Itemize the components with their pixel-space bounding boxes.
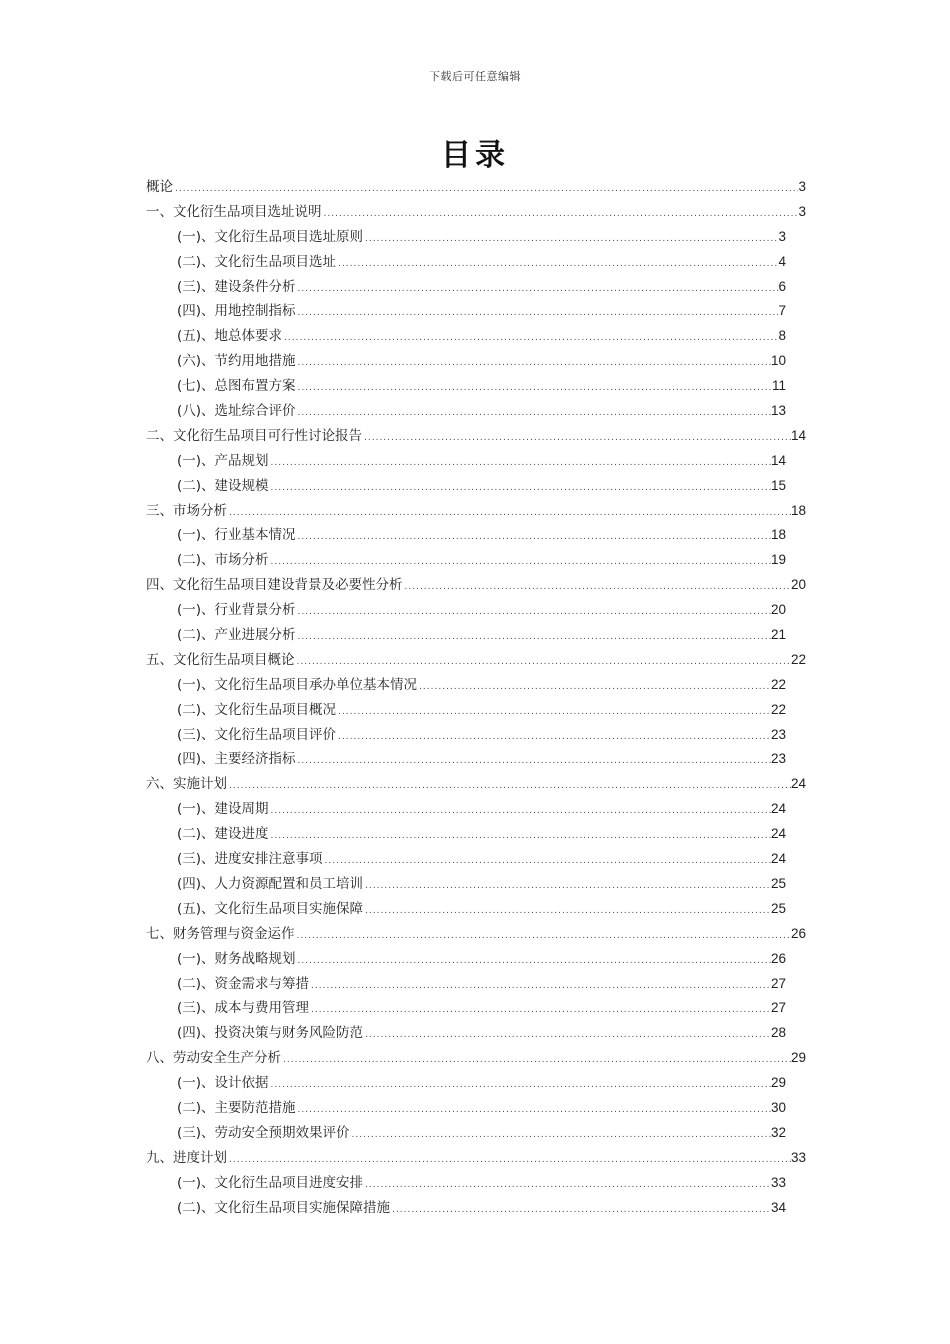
toc-entry-title: (五)、地总体要求 <box>177 328 283 345</box>
toc-entry-chapter[interactable] <box>146 922 806 947</box>
toc-entry-page-number: 4 <box>778 253 786 269</box>
toc-entry-page-number: 13 <box>770 403 786 419</box>
toc-entry-title: (四)、人力资源配置和员工培训 <box>177 875 364 892</box>
toc-entry-title: (一)、文化衍生品项目选址原则 <box>177 228 364 245</box>
toc-entry-section[interactable] <box>146 673 806 698</box>
toc-entry-title: (六)、节约用地措施 <box>177 353 296 370</box>
dot-leader <box>309 974 771 999</box>
dot-leader <box>269 451 771 476</box>
toc-entry-title: (一)、建设周期 <box>177 801 269 818</box>
dot-leader <box>281 1048 791 1073</box>
toc-entry-section[interactable] <box>146 548 806 573</box>
toc-entry-title: 八、劳动安全生产分析 <box>146 1050 281 1067</box>
toc-entry-page-number: 3 <box>798 179 806 194</box>
dot-leader <box>336 252 778 277</box>
dot-leader <box>269 1073 771 1098</box>
dot-leader <box>296 401 771 426</box>
dot-leader <box>227 501 791 526</box>
table-of-contents <box>146 175 806 1220</box>
dot-leader <box>403 575 791 600</box>
toc-entry-page-number: 18 <box>790 502 806 518</box>
toc-entry-title: (一)、文化衍生品项目承办单位基本情况 <box>177 676 418 693</box>
toc-entry-title: 一、文化衍生品项目选址说明 <box>146 203 322 220</box>
dot-leader <box>296 351 771 376</box>
dot-leader <box>363 1023 771 1048</box>
toc-entry-title: (三)、劳动安全预期效果评价 <box>177 1124 350 1141</box>
dot-leader <box>296 301 779 326</box>
toc-entry-chapter[interactable] <box>146 200 806 225</box>
toc-entry-page-number: 20 <box>770 602 786 618</box>
toc-entry-page-number: 6 <box>778 278 786 294</box>
dot-leader <box>363 899 771 924</box>
toc-entry-title: (一)、设计依据 <box>177 1075 269 1092</box>
toc-entry-title: (四)、投资决策与财务风险防范 <box>177 1025 364 1042</box>
toc-entry-section[interactable] <box>146 996 806 1021</box>
toc-entry-page-number: 25 <box>770 875 786 891</box>
dot-leader <box>363 874 771 899</box>
toc-entry-section[interactable] <box>146 1121 806 1146</box>
toc-entry-page-number: 10 <box>770 353 786 369</box>
toc-entry-section[interactable] <box>146 847 806 872</box>
toc-entry-section[interactable] <box>146 797 806 822</box>
toc-entry-title: (四)、主要经济指标 <box>177 751 296 768</box>
toc-entry-title: (二)、主要防范措施 <box>177 1099 296 1116</box>
toc-entry-title: (二)、建设规模 <box>177 477 269 494</box>
toc-entry-section[interactable] <box>146 275 806 300</box>
toc-entry-page-number: 19 <box>770 552 786 568</box>
toc-entry-chapter[interactable] <box>146 772 806 797</box>
toc-entry-title: (三)、进度安排注意事项 <box>177 851 323 868</box>
toc-entry-page-number: 25 <box>770 900 786 916</box>
toc-entry-title: (二)、文化衍生品项目实施保障措施 <box>177 1199 391 1216</box>
toc-entry-page-number: 24 <box>770 826 786 842</box>
toc-entry-page-number: 14 <box>790 427 806 443</box>
toc-entry-chapter[interactable] <box>146 573 806 598</box>
toc-entry-page-number: 11 <box>771 378 786 394</box>
dot-leader <box>417 675 771 700</box>
toc-entry-section[interactable] <box>146 623 806 648</box>
toc-entry-page-number: 26 <box>790 925 806 941</box>
toc-entry-title: (三)、成本与费用管理 <box>177 1000 310 1017</box>
toc-entry-section[interactable] <box>146 449 806 474</box>
toc-entry-page-number: 33 <box>770 1174 786 1190</box>
toc-entry-page-number: 33 <box>790 1149 806 1165</box>
toc-entry-section[interactable] <box>146 747 806 772</box>
toc-entry-page-number: 26 <box>770 950 786 966</box>
toc-entry-title: 九、进度计划 <box>146 1149 227 1166</box>
toc-entry-page-number: 34 <box>770 1199 786 1215</box>
dot-leader <box>282 326 778 351</box>
dot-leader <box>296 376 772 401</box>
toc-entry-page-number: 22 <box>790 651 806 667</box>
dot-leader <box>390 1198 771 1223</box>
toc-entry-title: (三)、文化衍生品项目评价 <box>177 726 337 743</box>
toc-entry-title: (二)、建设进度 <box>177 826 269 843</box>
toc-entry-section[interactable] <box>146 1071 806 1096</box>
toc-entry-section[interactable] <box>146 872 806 897</box>
dot-leader <box>363 227 778 252</box>
toc-entry-section[interactable] <box>146 474 806 499</box>
dot-leader <box>269 799 771 824</box>
toc-entry-section[interactable] <box>146 897 806 922</box>
toc-entry-section[interactable] <box>146 947 806 972</box>
dot-leader <box>322 202 799 227</box>
toc-entry-title: (一)、产品规划 <box>177 452 269 469</box>
toc-entry-section[interactable] <box>146 1021 806 1046</box>
toc-entry-page-number: 29 <box>790 1050 806 1066</box>
toc-entry-section[interactable] <box>146 349 806 374</box>
toc-entry-title: (三)、建设条件分析 <box>177 278 296 295</box>
toc-entry-page-number: 24 <box>770 851 786 867</box>
dot-leader <box>296 749 771 774</box>
dot-leader <box>363 1173 771 1198</box>
dot-leader <box>336 725 771 750</box>
toc-entry-page-number: 3 <box>778 228 786 244</box>
toc-entry-section[interactable] <box>146 399 806 424</box>
toc-entry-page-number: 24 <box>770 801 786 817</box>
toc-entry-chapter[interactable] <box>146 1046 806 1071</box>
toc-entry-title: (二)、文化衍生品项目选址 <box>177 253 337 270</box>
toc-entry-chapter[interactable] <box>146 175 806 200</box>
toc-entry-section[interactable] <box>146 299 806 324</box>
dot-leader <box>295 924 791 949</box>
toc-entry-title: 四、文化衍生品项目建设背景及必要性分析 <box>146 577 403 594</box>
dot-leader <box>336 700 771 725</box>
toc-entry-title: (二)、市场分析 <box>177 552 269 569</box>
toc-entry-title: 二、文化衍生品项目可行性讨论报告 <box>146 427 362 444</box>
toc-entry-section[interactable] <box>146 523 806 548</box>
dot-leader <box>227 1148 791 1173</box>
toc-entry-section[interactable] <box>146 1096 806 1121</box>
toc-entry-page-number: 23 <box>770 726 786 742</box>
toc-entry-chapter[interactable] <box>146 648 806 673</box>
toc-entry-section[interactable] <box>146 374 806 399</box>
toc-entry-page-number: 20 <box>790 577 806 593</box>
toc-entry-page-number: 24 <box>790 776 806 792</box>
toc-entry-title: 三、市场分析 <box>146 502 227 519</box>
dot-leader <box>296 949 771 974</box>
toc-entry-page-number: 30 <box>770 1099 786 1115</box>
dot-leader <box>296 277 779 302</box>
toc-entry-title: 概论 <box>146 179 173 195</box>
toc-entry-page-number: 15 <box>770 477 786 493</box>
toc-entry-title: (二)、资金需求与筹措 <box>177 975 310 992</box>
toc-entry-section[interactable] <box>146 1196 806 1221</box>
toc-entry-page-number: 18 <box>770 527 786 543</box>
page-title: 目录 <box>441 138 509 173</box>
dot-leader <box>296 600 771 625</box>
toc-entry-chapter[interactable] <box>146 1146 806 1171</box>
toc-entry-section[interactable] <box>146 822 806 847</box>
toc-entry-title: (二)、产业进展分析 <box>177 627 296 644</box>
toc-entry-title: 五、文化衍生品项目概论 <box>146 651 295 668</box>
toc-entry-section[interactable] <box>146 723 806 748</box>
toc-entry-page-number: 28 <box>770 1025 786 1041</box>
toc-entry-section[interactable] <box>146 698 806 723</box>
header-note: 下载后可任意编辑 <box>429 70 521 83</box>
toc-entry-title: (四)、用地控制指标 <box>177 303 296 320</box>
dot-leader <box>296 525 771 550</box>
toc-entry-title: (八)、选址综合评价 <box>177 403 296 420</box>
dot-leader <box>269 550 771 575</box>
toc-entry-page-number: 7 <box>778 303 786 319</box>
toc-entry-title: (二)、文化衍生品项目概况 <box>177 701 337 718</box>
toc-entry-page-number: 14 <box>770 452 786 468</box>
toc-entry-page-number: 29 <box>770 1075 786 1091</box>
dot-leader <box>296 1098 771 1123</box>
toc-entry-section[interactable] <box>146 972 806 997</box>
dot-leader <box>350 1123 771 1148</box>
toc-entry-section[interactable] <box>146 225 806 250</box>
toc-entry-title: (七)、总图布置方案 <box>177 378 296 395</box>
toc-entry-page-number: 27 <box>770 975 786 991</box>
toc-entry-title: (一)、文化衍生品项目进度安排 <box>177 1174 364 1191</box>
toc-entry-title: (五)、文化衍生品项目实施保障 <box>177 900 364 917</box>
dot-leader <box>173 177 798 202</box>
dot-leader <box>269 476 771 501</box>
toc-entry-page-number: 22 <box>770 701 786 717</box>
dot-leader <box>309 998 771 1023</box>
dot-leader <box>323 849 771 874</box>
dot-leader <box>295 650 791 675</box>
toc-entry-title: (一)、行业背景分析 <box>177 602 296 619</box>
toc-entry-page-number: 8 <box>778 328 786 344</box>
toc-entry-section[interactable] <box>146 250 806 275</box>
toc-entry-page-number: 27 <box>770 1000 786 1016</box>
dot-leader <box>269 824 771 849</box>
dot-leader <box>362 426 791 451</box>
toc-entry-page-number: 32 <box>770 1124 786 1140</box>
toc-entry-page-number: 3 <box>798 203 806 219</box>
toc-entry-page-number: 22 <box>770 676 786 692</box>
toc-entry-title: (一)、财务战略规划 <box>177 950 296 967</box>
toc-entry-section[interactable] <box>146 598 806 623</box>
dot-leader <box>227 774 791 799</box>
toc-entry-chapter[interactable] <box>146 499 806 524</box>
toc-entry-title: 六、实施计划 <box>146 776 227 793</box>
toc-entry-section[interactable] <box>146 1171 806 1196</box>
toc-entry-page-number: 23 <box>770 751 786 767</box>
dot-leader <box>296 625 771 650</box>
toc-entry-section[interactable] <box>146 324 806 349</box>
toc-entry-title: 七、财务管理与资金运作 <box>146 925 295 942</box>
toc-entry-chapter[interactable] <box>146 424 806 449</box>
toc-entry-title: (一)、行业基本情况 <box>177 527 296 544</box>
toc-entry-page-number: 21 <box>770 627 786 643</box>
